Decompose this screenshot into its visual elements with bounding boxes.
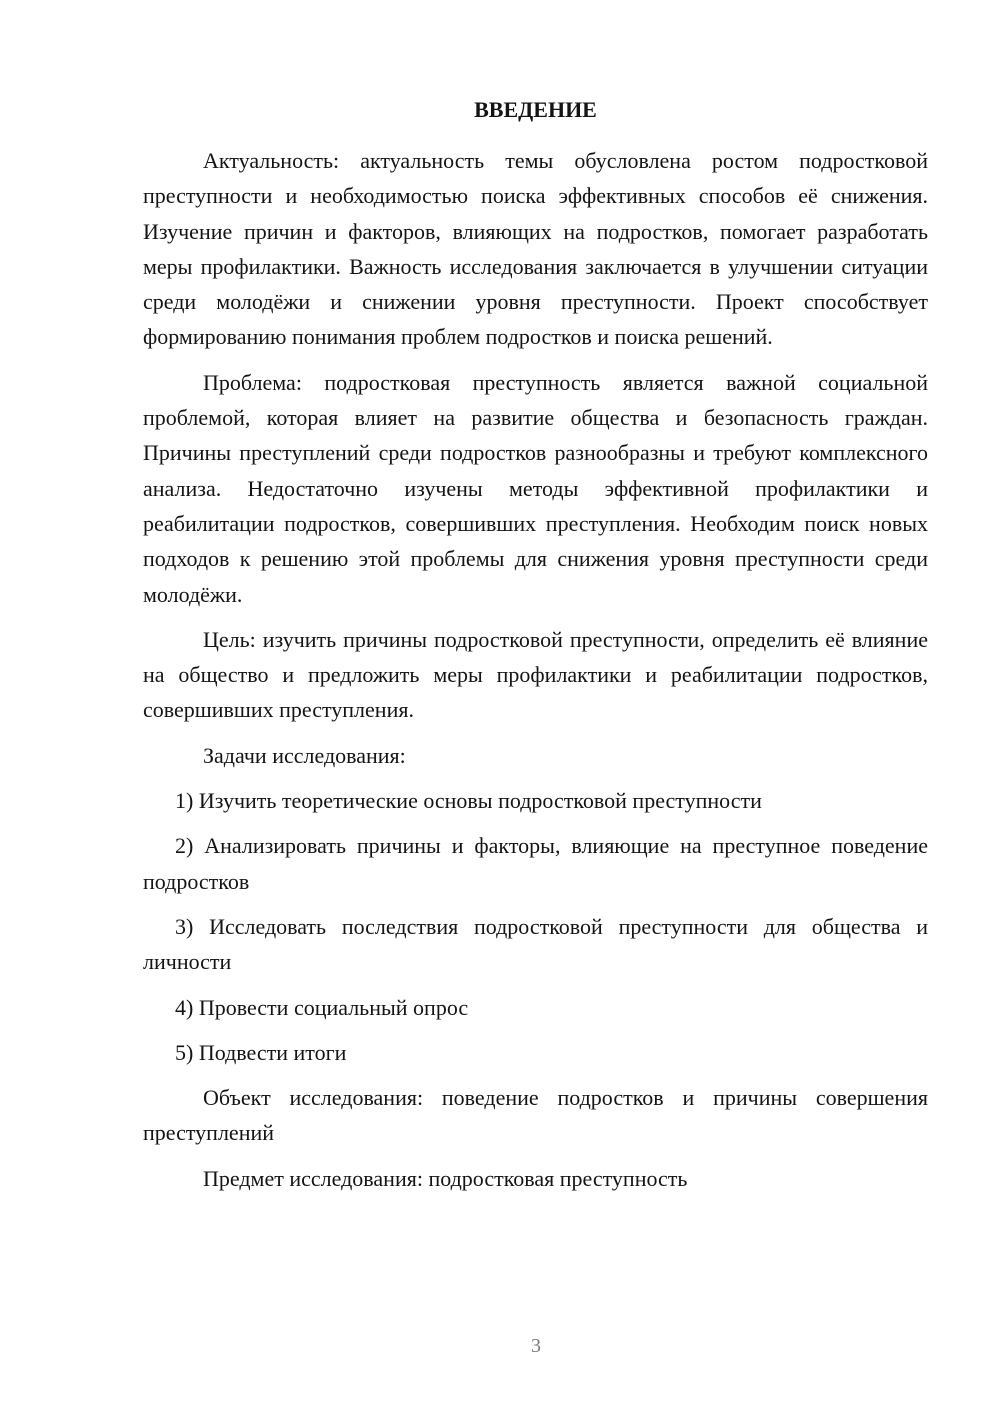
list-item: 5) Подвести итоги [175,1039,347,1065]
tasks-title: Задачи исследования: [203,742,406,768]
problem-paragraph: Проблема: подростковая преступность является важной социальной проблемой, которая влияет на развитие общества и безопасность граждан. Причины преступлений среди подростков разнообразны и требуют комплексного анализа. Недостаточно изучены методы эффективной профилактики и реабилитации подростков, совершивших преступления. Необходим поиск новых подходов к решению этой проблемы для снижения уровня преступности среди молодёжи. [143,369,928,607]
list-item: 3) Исследовать последствия подростковой преступности для общества и личности [143,913,928,975]
page-title: ВВЕДЕНИЕ [474,97,597,122]
list-item: 2) Анализировать причины и факторы, влияющие на преступное поведение подростков [143,833,928,894]
goal-paragraph: Цель: изучить причины подростковой преступности, определить её влияние на общество и предложить меры профилактики и реабилитации подростков, совершивших преступления. [143,626,928,723]
list-item: 4) Провести социальный опрос [175,994,469,1020]
tasks-list [143,783,928,1070]
list-item: 1) Изучить теоретические основы подростковой преступности [175,788,762,814]
subject-paragraph: Предмет исследования: подростковая преступность [203,1165,688,1191]
page-number: 3 [531,1335,541,1357]
document-page [143,95,928,1206]
relevance-paragraph: Актуальность: актуальность темы обусловлена ростом подростковой преступности и необходимостью поиска эффективных способов её снижения. Изучение причин и факторов, влияющих на подростков, помогает разработать меры профилактики. Важность исследования заключается в улучшении ситуации среди молодёжи и снижении уровня преступности. Проект способствует формированию понимания проблем подростков и поиска решений. [143,148,928,350]
object-paragraph: Объект исследования: поведение подростков и причины совершения преступлений [143,1085,928,1146]
